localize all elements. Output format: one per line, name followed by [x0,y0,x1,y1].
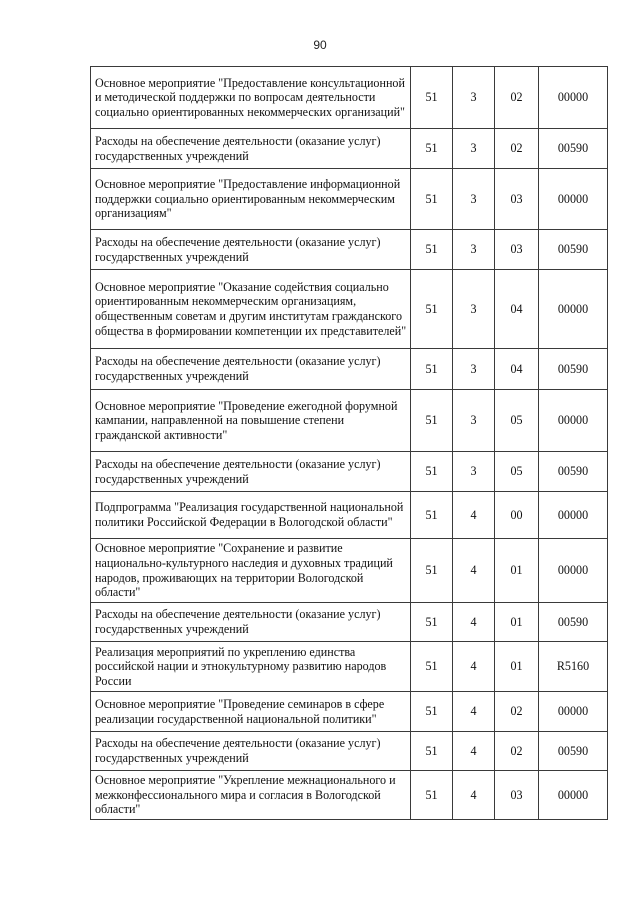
code-cell: 51 [411,492,453,539]
row-description: Основное мероприятие "Укрепление межнационального и межконфессионального мира и согласия в Вологодской области" [91,771,411,820]
code-cell: 02 [495,67,539,129]
code-cell: 05 [495,452,539,492]
code-cell: 03 [495,771,539,820]
code-cell: 51 [411,349,453,390]
code-cell: 4 [453,603,495,642]
code-cell: 00000 [539,390,608,452]
row-description: Основное мероприятие "Проведение семинаров в сфере реализации государственной национальной политики" [91,692,411,732]
code-cell: 00000 [539,539,608,603]
code-cell: 51 [411,169,453,230]
code-cell: 00590 [539,129,608,169]
table-row [91,230,608,270]
table-row [91,692,608,732]
code-cell: 00000 [539,771,608,820]
code-cell: 3 [453,270,495,349]
code-cell: 51 [411,129,453,169]
row-description: Расходы на обеспечение деятельности (оказание услуг) государственных учреждений [91,349,411,390]
page-number: 90 [313,38,327,52]
code-cell: 51 [411,642,453,692]
code-cell: 00590 [539,732,608,771]
code-cell: 02 [495,732,539,771]
table-row [91,603,608,642]
code-cell: 51 [411,452,453,492]
budget-table [90,66,608,820]
table-row [91,129,608,169]
code-cell: 51 [411,603,453,642]
row-description: Основное мероприятие "Сохранение и развитие национально-культурного наследия и духовных традиций народов, проживающих на территории Вологодской области" [91,539,411,603]
code-cell: 00 [495,492,539,539]
row-description: Расходы на обеспечение деятельности (оказание услуг) государственных учреждений [91,732,411,771]
code-cell: 00000 [539,492,608,539]
code-cell: 3 [453,452,495,492]
code-cell: 51 [411,67,453,129]
row-description: Основное мероприятие "Оказание содействия социально ориентированным некоммерческим организациям, общественным советам и другим институтам гражданского общества в формировании компетенции их представителей" [91,270,411,349]
row-description: Реализация мероприятий по укреплению единства российской нации и этнокультурному развитию народов России [91,642,411,692]
code-cell: 3 [453,169,495,230]
code-cell: 05 [495,390,539,452]
code-cell: 00590 [539,230,608,270]
code-cell: 51 [411,692,453,732]
table-row [91,492,608,539]
row-description: Основное мероприятие "Проведение ежегодной форумной кампании, направленной на повышение степени гражданской активности" [91,390,411,452]
table-row [91,771,608,820]
code-cell: 03 [495,230,539,270]
code-cell: 00000 [539,692,608,732]
table-row [91,390,608,452]
row-description: Расходы на обеспечение деятельности (оказание услуг) государственных учреждений [91,129,411,169]
code-cell: 4 [453,642,495,692]
code-cell: 51 [411,390,453,452]
code-cell: 51 [411,230,453,270]
code-cell: 4 [453,692,495,732]
code-cell: 00590 [539,349,608,390]
code-cell: 00590 [539,603,608,642]
code-cell: 04 [495,349,539,390]
code-cell: 51 [411,732,453,771]
table-row [91,642,608,692]
code-cell: 01 [495,603,539,642]
table-row [91,349,608,390]
code-cell: 04 [495,270,539,349]
table-row [91,270,608,349]
code-cell: 51 [411,270,453,349]
code-cell: 00000 [539,67,608,129]
table-row [91,169,608,230]
code-cell: 02 [495,129,539,169]
code-cell: 4 [453,771,495,820]
code-cell: 01 [495,539,539,603]
code-cell: 00000 [539,270,608,349]
code-cell: 02 [495,692,539,732]
code-cell: 3 [453,349,495,390]
code-cell: 00000 [539,169,608,230]
row-description: Расходы на обеспечение деятельности (оказание услуг) государственных учреждений [91,452,411,492]
row-description: Подпрограмма "Реализация государственной национальной политики Российской Федерации в Вологодской области" [91,492,411,539]
row-description: Расходы на обеспечение деятельности (оказание услуг) государственных учреждений [91,230,411,270]
code-cell: 03 [495,169,539,230]
table-row [91,67,608,129]
code-cell: 4 [453,732,495,771]
table-row [91,539,608,603]
code-cell: R5160 [539,642,608,692]
table-row [91,452,608,492]
code-cell: 4 [453,492,495,539]
code-cell: 51 [411,539,453,603]
code-cell: 4 [453,539,495,603]
code-cell: 01 [495,642,539,692]
code-cell: 00590 [539,452,608,492]
row-description: Основное мероприятие "Предоставление консультационной и методической поддержки по вопросам деятельности социально ориентированных некоммерческих организаций" [91,67,411,129]
row-description: Расходы на обеспечение деятельности (оказание услуг) государственных учреждений [91,603,411,642]
row-description: Основное мероприятие "Предоставление информационной поддержки социально ориентированным некоммерческим организациям" [91,169,411,230]
code-cell: 3 [453,129,495,169]
code-cell: 51 [411,771,453,820]
code-cell: 3 [453,390,495,452]
code-cell: 3 [453,67,495,129]
table-row [91,732,608,771]
code-cell: 3 [453,230,495,270]
